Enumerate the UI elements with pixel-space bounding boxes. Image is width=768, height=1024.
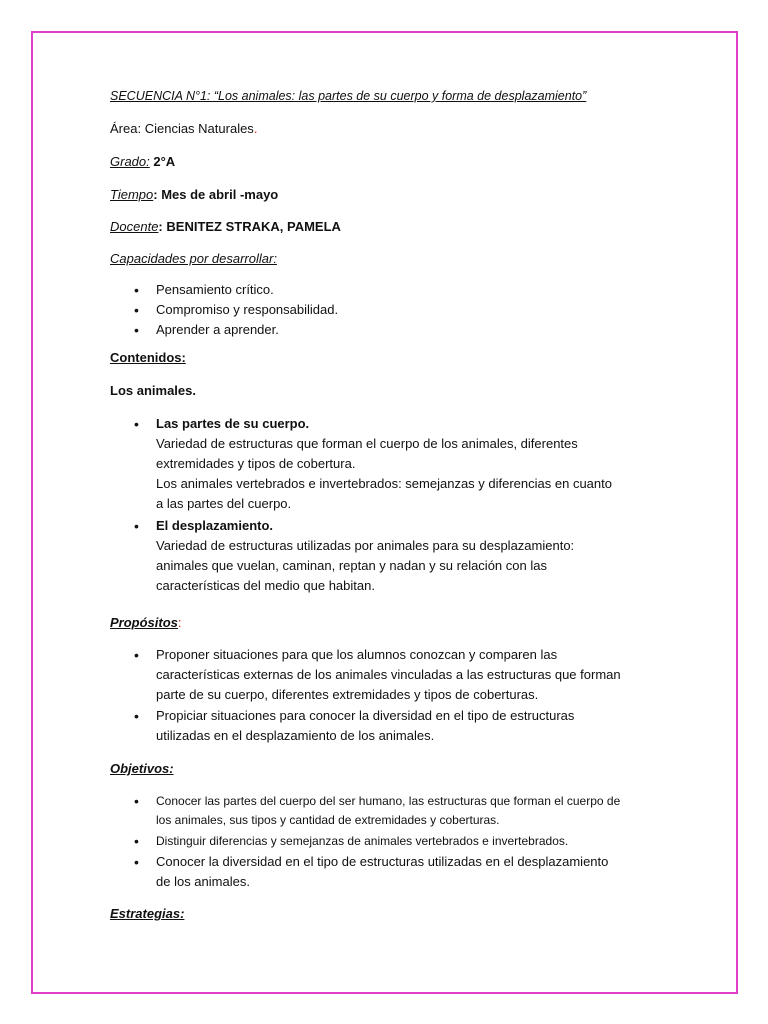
estrategias-heading-text: Estrategias:: [110, 906, 185, 921]
objetivos-list: [110, 792, 690, 892]
bullet-icon: •: [134, 518, 139, 534]
list-item: [110, 414, 670, 514]
bullet-icon: •: [134, 854, 139, 870]
contenidos-heading-text: Contenidos:: [110, 350, 186, 365]
area-label: Área:: [110, 121, 142, 136]
capacidad-text: Compromiso y responsabilidad.: [156, 302, 339, 317]
objetivo-line: de los animales.: [156, 874, 250, 889]
contenido-line: Variedad de estructuras utilizadas por animales para su desplazamiento:: [156, 538, 575, 553]
area-line: [110, 119, 257, 139]
propositos-colon: :: [177, 615, 182, 630]
capacidad-text: Aprender a aprender.: [156, 322, 279, 337]
contenido-line: a las partes del cuerpo.: [156, 496, 292, 511]
list-item: [110, 645, 670, 705]
tiempo-colon: :: [153, 187, 158, 202]
docente-value: BENITEZ STRAKA, PAMELA: [166, 219, 341, 234]
bullet-icon: •: [134, 793, 139, 809]
list-item: [110, 516, 670, 596]
sequence-title-text: SECUENCIA N°1: “Los animales: las partes de su cuerpo y forma de desplazamiento”: [110, 89, 587, 103]
contenido-line: extremidades y tipos de cobertura.: [156, 456, 356, 471]
objetivos-heading: [110, 759, 174, 779]
contenido-line: Los animales vertebrados e invertebrados: semejanzas y diferencias en cuanto: [156, 476, 612, 491]
tiempo-label: Tiempo: [110, 187, 154, 202]
tiempo-line: [110, 185, 278, 205]
grado-value: 2°A: [153, 154, 176, 169]
list-item: [110, 792, 690, 830]
contenido-line: animales que vuelan, caminan, reptan y nadan y su relación con las: [156, 558, 547, 573]
objetivo-line: Conocer la diversidad en el tipo de estructuras utilizadas en el desplazamiento: [156, 854, 609, 869]
propositos-heading-text: Propósitos: [110, 615, 178, 630]
capacidades-heading: [110, 249, 277, 269]
objetivo-line: Distinguir diferencias y semejanzas de animales vertebrados e invertebrados.: [156, 834, 569, 848]
area-dot: .: [253, 121, 258, 136]
contenido-title: Las partes de su cuerpo.: [156, 416, 310, 431]
proposito-line: utilizadas en el desplazamiento de los animales.: [156, 728, 435, 743]
contenidos-subheading: Los animales.: [110, 383, 196, 398]
docente-colon: :: [158, 219, 163, 234]
grado-label: Grado:: [110, 154, 150, 169]
bullet-icon: •: [134, 647, 139, 663]
bullet-icon: •: [134, 302, 139, 318]
objetivo-line: los animales, sus tipos y cantidad de extremidades y coberturas.: [156, 813, 500, 827]
list-item: [110, 320, 670, 340]
proposito-line: parte de su cuerpo, diferentes extremidades y tipos de coberturas.: [156, 687, 539, 702]
bullet-icon: •: [134, 322, 139, 338]
propositos-heading: [110, 613, 182, 633]
proposito-line: Proponer situaciones para que los alumnos conozcan y comparen las: [156, 647, 558, 662]
objetivos-heading-text: Objetivos:: [110, 761, 174, 776]
tiempo-value: Mes de abril -mayo: [161, 187, 279, 202]
capacidades-list: [110, 280, 670, 340]
bullet-icon: •: [134, 416, 139, 432]
capacidades-heading-text: Capacidades por desarrollar:: [110, 251, 277, 266]
bullet-icon: •: [134, 833, 139, 849]
list-item: [110, 280, 670, 300]
contenidos-list: [110, 414, 670, 596]
bullet-icon: •: [134, 708, 139, 724]
capacidad-text: Pensamiento crítico.: [156, 282, 274, 297]
docente-line: [110, 217, 341, 237]
objetivo-line: Conocer las partes del cuerpo del ser humano, las estructuras que forman el cuerpo de: [156, 794, 621, 808]
list-item: [110, 852, 690, 892]
list-item: [110, 300, 670, 320]
sequence-title: [110, 86, 586, 106]
list-item: [110, 832, 690, 851]
propositos-list: [110, 645, 670, 746]
grado-line: [110, 152, 175, 172]
contenido-line: características del medio que habitan.: [156, 578, 375, 593]
bullet-icon: •: [134, 282, 139, 298]
contenido-title: El desplazamiento.: [156, 518, 274, 533]
docente-label: Docente: [110, 219, 159, 234]
list-item: [110, 706, 670, 746]
proposito-line: Propiciar situaciones para conocer la diversidad en el tipo de estructuras: [156, 708, 575, 723]
area-value: Ciencias Naturales: [144, 121, 254, 136]
estrategias-heading: [110, 904, 184, 924]
proposito-line: características externas de los animales vinculadas a las estructuras que forman: [156, 667, 621, 682]
contenidos-heading: [110, 348, 186, 368]
contenido-line: Variedad de estructuras que forman el cuerpo de los animales, diferentes: [156, 436, 578, 451]
